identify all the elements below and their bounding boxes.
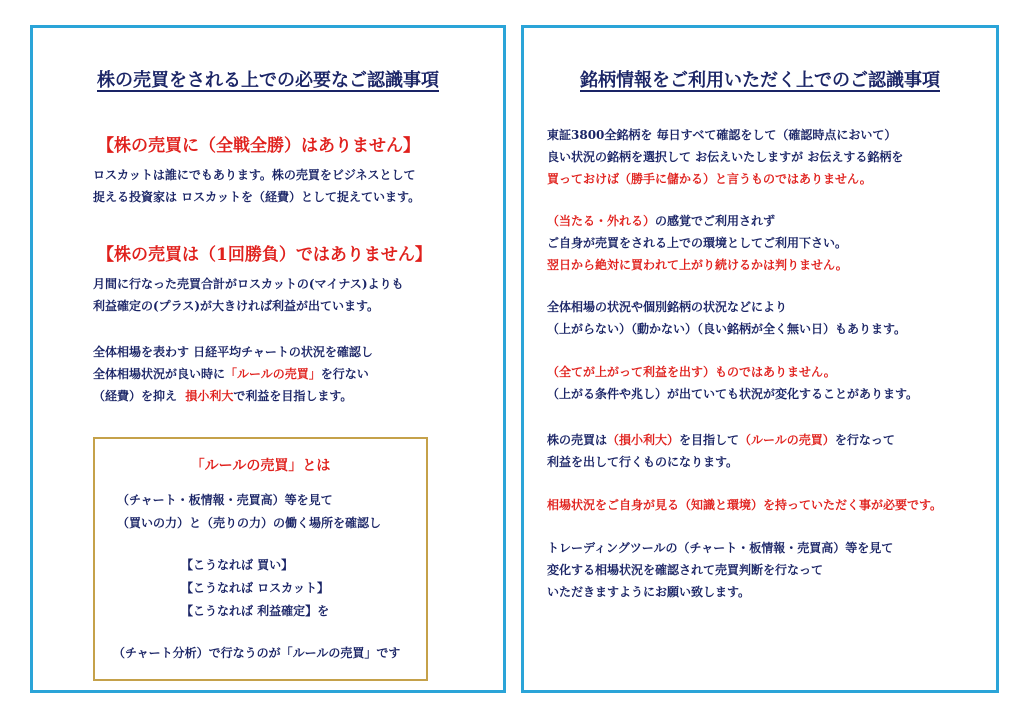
right-title: 銘柄情報をご利用いただく上でのご認識事項 — [580, 70, 940, 91]
rule-box-title: 「ルールの売買」とは — [190, 458, 331, 474]
p5-text-c: を目指して — [679, 433, 740, 447]
section1-heading: 【株の売買に（全戦全勝）はありません】 — [97, 136, 420, 156]
p2-line1-text: の感覚でご利用されず — [655, 214, 776, 228]
section2-line2: 利益確定の(プラス)が大きければ利益が出ています。 — [93, 299, 380, 313]
p2-line1 — [547, 213, 775, 229]
left-title: 株の売買をされる上での必要なご認識事項 — [97, 70, 439, 91]
p7-line2: 変化する相場状況を確認されて売買判断を行なって — [547, 563, 824, 577]
p6-line1: 相場状況をご自身が見る（知識と環境）を持っていただく事が必要です。 — [547, 498, 943, 512]
p5-text-e: を行なって — [834, 433, 895, 447]
section3-line3 — [93, 388, 352, 404]
section2-line1: 月間に行なった売買合計がロスカットの(マイナス)よりも — [93, 277, 404, 291]
p2-line2: ご自身が売買をされる上での環境としてご利用下さい。 — [547, 236, 848, 250]
rule-box-condition-profit: 【こうなれば 利益確定】を — [181, 604, 330, 618]
rule-box-condition-buy: 【こうなれば 買い】 — [181, 558, 294, 572]
p5-highlight-rule-trading: （ルールの売買） — [739, 433, 835, 447]
rule-box-condition-losscut: 【こうなれば ロスカット】 — [181, 581, 330, 595]
section3-line2-tail: を行ない — [320, 367, 369, 381]
section3-line2 — [93, 366, 369, 382]
left-panel — [30, 25, 506, 693]
section3-line3-tail: で利益を目指します。 — [233, 389, 353, 403]
right-panel — [521, 25, 999, 693]
p2-line1-highlight: （当たる・外れる） — [547, 214, 656, 228]
rule-box-line2: （買いの力）と（売りの力）の働く場所を確認し — [117, 516, 382, 530]
section3-line2-text: 全体相場状況が良い時に — [93, 367, 226, 381]
p7-line1: トレーディングツールの（チャート・板情報・売買高）等を見て — [547, 541, 894, 555]
rule-box-line1: （チャート・板情報・売買高）等を見て — [117, 493, 333, 507]
p3-line2: （上がらない）（動かない）（良い銘柄が全く無い日）もあります。 — [547, 322, 907, 336]
p1-line1: 東証3800全銘柄を 毎日すべて確認をして（確認時点において） — [547, 128, 897, 142]
section1-line2: 捉える投資家は ロスカットを（経費）として捉えています。 — [93, 190, 421, 204]
p7-line3: いただきますようにお願い致します。 — [547, 585, 751, 599]
rule-trading-highlight: 「ルールの売買」 — [225, 367, 321, 381]
rule-box-closing: （チャート分析）で行なうのが「ルールの売買」です — [113, 646, 401, 660]
section2-heading: 【株の売買は（1回勝負）ではありません】 — [97, 245, 432, 265]
p4-line1: （全てが上がって利益を出す）ものではありません。 — [547, 365, 836, 379]
p1-line3: 買っておけば（勝手に儲かる）と言うものではありません。 — [547, 172, 872, 186]
section3-line1: 全体相場を表わす 日経平均チャートの状況を確認し — [93, 345, 373, 359]
p2-line3: 翌日から絶対に買われて上がり続けるかは判りません。 — [547, 258, 848, 272]
p3-line1: 全体相場の状況や個別銘柄の状況などにより — [547, 300, 788, 314]
p1-line2: 良い状況の銘柄を選択して お伝えいたしますが お伝えする銘柄を — [547, 150, 904, 164]
small-loss-big-profit-highlight: 損小利大 — [185, 389, 234, 403]
section1-line1: ロスカットは誰にでもあります。株の売買をビジネスとして — [93, 168, 416, 182]
p5-line1 — [547, 432, 895, 448]
p4-line2: （上がる条件や兆し）が出ていても状況が変化することがあります。 — [547, 387, 919, 401]
rule-trading-box — [93, 437, 428, 681]
p5-line2: 利益を出して行くものになります。 — [547, 455, 739, 469]
p5-highlight-small-loss: （損小利大） — [607, 433, 680, 447]
p5-text-a: 株の売買は — [547, 433, 608, 447]
section3-line3-text: （経費）を抑え — [93, 389, 178, 403]
